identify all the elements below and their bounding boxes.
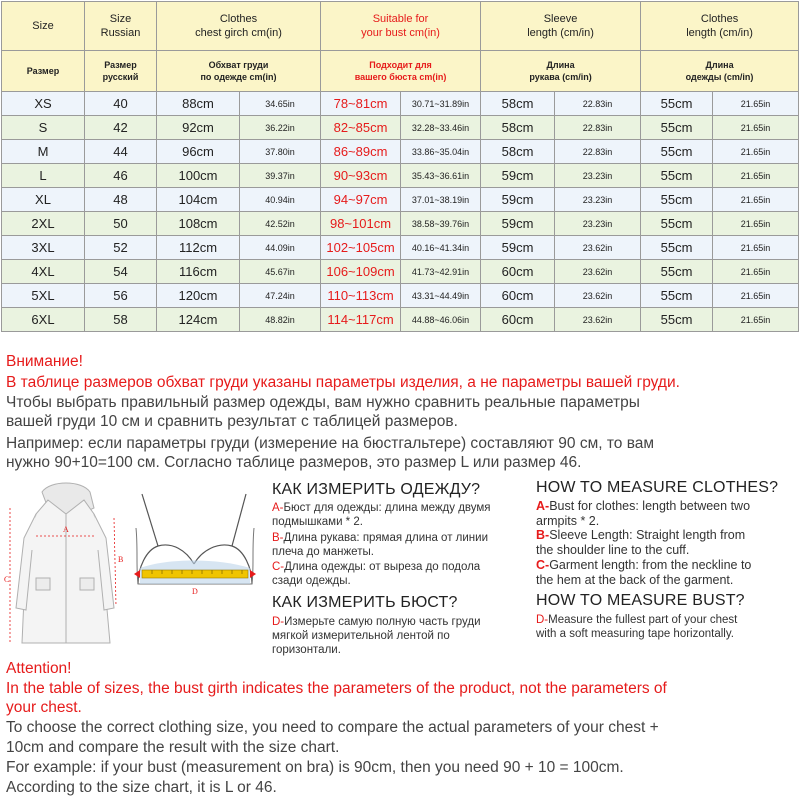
chest-cm-cell: 96cm xyxy=(157,140,240,164)
sleeve-cm-cell: 59cm xyxy=(481,188,555,212)
ru-measure-c-key: C- xyxy=(272,561,285,573)
en-note-line-4: 10cm and compare the result with the size chart. xyxy=(6,739,340,756)
table-row xyxy=(2,140,799,164)
en-measure-c-text: Garment length: from the neckline to the hem at the back of the garment. xyxy=(536,558,752,587)
table-row xyxy=(2,236,799,260)
header-size-russian: Size Russian xyxy=(85,2,157,51)
bust-cm-cell: 114~117cm xyxy=(321,308,401,332)
en-note-line-3: To choose the correct clothing size, you need to compare the actual parameters of your chest + xyxy=(6,719,659,736)
en-measure-a xyxy=(536,499,798,529)
bust-cm-cell: 78~81cm xyxy=(321,92,401,116)
chest-in-cell: 34.65in xyxy=(240,92,321,116)
header-length-ru: Длина одежды (cm/in) xyxy=(641,51,799,92)
size-cell: 3XL xyxy=(2,236,85,260)
header-chest-ru: Обхват груди по одежде cm(in) xyxy=(157,51,321,92)
size-cell: XL xyxy=(2,188,85,212)
sleeve-cm-cell: 58cm xyxy=(481,92,555,116)
en-note-line-1: In the table of sizes, the bust girth indicates the parameters of the product, not the parameters of xyxy=(6,680,667,697)
ru-measure-c xyxy=(272,560,530,588)
ru-measure-b xyxy=(272,531,530,559)
bust-in-cell: 30.71~31.89in xyxy=(401,92,481,116)
sleeve-cm-cell: 59cm xyxy=(481,212,555,236)
length-cm-cell: 55cm xyxy=(641,212,713,236)
bust-cm-cell: 110~113cm xyxy=(321,284,401,308)
en-measure-d xyxy=(536,613,798,641)
ru-note-line-5: нужно 90+10=100 см. Согласно таблице размеров, это размер L или размер 46. xyxy=(6,454,582,471)
size-cell: S xyxy=(2,116,85,140)
length-in-cell: 21.65in xyxy=(713,92,799,116)
length-cm-cell: 55cm xyxy=(641,284,713,308)
russian-size-cell: 58 xyxy=(85,308,157,332)
russian-size-cell: 54 xyxy=(85,260,157,284)
length-in-cell: 21.65in xyxy=(713,260,799,284)
header-length: Clothes length (cm/in) xyxy=(641,2,799,51)
en-measure-d-key: D- xyxy=(536,614,549,626)
en-attention-title: Attention! xyxy=(6,660,72,677)
bust-cm-cell: 106~109cm xyxy=(321,260,401,284)
bust-in-cell: 41.73~42.91in xyxy=(401,260,481,284)
russian-size-cell: 42 xyxy=(85,116,157,140)
length-cm-cell: 55cm xyxy=(641,164,713,188)
bust-diagram xyxy=(128,488,266,598)
chest-cm-cell: 108cm xyxy=(157,212,240,236)
size-cell: 2XL xyxy=(2,212,85,236)
en-note-line-2: your chest. xyxy=(6,699,82,716)
en-measure-b-text: Sleeve Length: Straight length from the shoulder line to the cuff. xyxy=(536,528,746,557)
ru-measure-d xyxy=(272,615,530,657)
length-cm-cell: 55cm xyxy=(641,236,713,260)
chest-in-cell: 42.52in xyxy=(240,212,321,236)
bust-cm-cell: 90~93cm xyxy=(321,164,401,188)
sleeve-in-cell: 23.23in xyxy=(555,164,641,188)
header-sleeve-ru: Длина рукава (cm/in) xyxy=(481,51,641,92)
size-table xyxy=(1,1,799,332)
sleeve-cm-cell: 58cm xyxy=(481,140,555,164)
sleeve-in-cell: 23.62in xyxy=(555,260,641,284)
chest-cm-cell: 120cm xyxy=(157,284,240,308)
bust-cm-cell: 102~105cm xyxy=(321,236,401,260)
bust-cm-cell: 98~101cm xyxy=(321,212,401,236)
size-cell: XS xyxy=(2,92,85,116)
russian-size-cell: 44 xyxy=(85,140,157,164)
coat-label-b: B xyxy=(118,555,124,564)
ru-measure-d-text: Измерьте самую полную часть груди мягкой измерительной лентой по горизонтали. xyxy=(272,616,481,656)
table-row xyxy=(2,116,799,140)
en-measure-c-key: C- xyxy=(536,558,550,572)
sleeve-cm-cell: 59cm xyxy=(481,164,555,188)
bust-in-cell: 33.86~35.04in xyxy=(401,140,481,164)
length-cm-cell: 55cm xyxy=(641,260,713,284)
russian-size-cell: 52 xyxy=(85,236,157,260)
length-cm-cell: 55cm xyxy=(641,188,713,212)
en-measure-b xyxy=(536,528,798,558)
ru-measure-a xyxy=(272,501,530,529)
bust-in-cell: 35.43~36.61in xyxy=(401,164,481,188)
en-measure-a-key: A- xyxy=(536,499,550,513)
chest-cm-cell: 92cm xyxy=(157,116,240,140)
ru-measure-d-key: D- xyxy=(272,616,285,628)
chest-cm-cell: 88cm xyxy=(157,92,240,116)
sleeve-cm-cell: 60cm xyxy=(481,308,555,332)
table-row xyxy=(2,164,799,188)
table-row xyxy=(2,284,799,308)
en-note-line-6: According to the size chart, it is L or 46. xyxy=(6,779,277,796)
header-row-english xyxy=(2,2,799,51)
chest-cm-cell: 100cm xyxy=(157,164,240,188)
russian-size-cell: 46 xyxy=(85,164,157,188)
sleeve-in-cell: 22.83in xyxy=(555,92,641,116)
header-bust-ru: Подходит для вашего бюста cm(in) xyxy=(321,51,481,92)
length-cm-cell: 55cm xyxy=(641,92,713,116)
sleeve-in-cell: 22.83in xyxy=(555,140,641,164)
chest-in-cell: 47.24in xyxy=(240,284,321,308)
header-bust: Suitable for your bust cm(in) xyxy=(321,2,481,51)
ru-attention-title: Внимание! xyxy=(6,353,83,370)
header-size: Size xyxy=(2,2,85,51)
length-cm-cell: 55cm xyxy=(641,308,713,332)
coat-label-a: A xyxy=(63,525,69,534)
ru-measure-b-text: Длина рукава: прямая длина от линии плеча до манжеты. xyxy=(272,532,488,558)
header-size-russian-ru: Размер русский xyxy=(85,51,157,92)
russian-size-cell: 56 xyxy=(85,284,157,308)
length-cm-cell: 55cm xyxy=(641,140,713,164)
ru-measure-bust-title: КАК ИЗМЕРИТЬ БЮСТ? xyxy=(272,594,458,611)
size-cell: 6XL xyxy=(2,308,85,332)
table-row xyxy=(2,212,799,236)
coat-label-c: C xyxy=(4,575,10,584)
table-row xyxy=(2,92,799,116)
en-measure-clothes-title: HOW TO MEASURE CLOTHES? xyxy=(536,479,779,496)
chest-in-cell: 36.22in xyxy=(240,116,321,140)
size-cell: 4XL xyxy=(2,260,85,284)
chest-in-cell: 44.09in xyxy=(240,236,321,260)
length-in-cell: 21.65in xyxy=(713,140,799,164)
en-measure-b-key: B- xyxy=(536,528,550,542)
en-note-line-5: For example: if your bust (measurement on bra) is 90cm, then you need 90 + 10 = 100cm. xyxy=(6,759,624,776)
sleeve-cm-cell: 60cm xyxy=(481,260,555,284)
sleeve-in-cell: 23.23in xyxy=(555,212,641,236)
chest-cm-cell: 116cm xyxy=(157,260,240,284)
ru-measure-clothes-title: КАК ИЗМЕРИТЬ ОДЕЖДУ? xyxy=(272,481,481,498)
bust-in-cell: 44.88~46.06in xyxy=(401,308,481,332)
bust-in-cell: 37.01~38.19in xyxy=(401,188,481,212)
russian-size-cell: 50 xyxy=(85,212,157,236)
ru-note-line-2: Чтобы выбрать правильный размер одежды, вам нужно сравнить реальные параметры xyxy=(6,394,640,411)
russian-size-cell: 40 xyxy=(85,92,157,116)
length-in-cell: 21.65in xyxy=(713,236,799,260)
size-cell: L xyxy=(2,164,85,188)
sleeve-in-cell: 23.23in xyxy=(555,188,641,212)
en-measure-bust-title: HOW TO MEASURE BUST? xyxy=(536,592,745,609)
length-in-cell: 21.65in xyxy=(713,116,799,140)
table-row xyxy=(2,308,799,332)
length-in-cell: 21.65in xyxy=(713,164,799,188)
bust-in-cell: 38.58~39.76in xyxy=(401,212,481,236)
en-measure-d-text: Measure the fullest part of your chest with a soft measuring tape horizontally. xyxy=(536,614,738,640)
bust-cm-cell: 86~89cm xyxy=(321,140,401,164)
ru-note-line-3: вашей груди 10 см и сравнить результат с таблицей размеров. xyxy=(6,413,458,430)
sleeve-cm-cell: 60cm xyxy=(481,284,555,308)
ru-measure-a-text: Бюст для одежды: длина между двумя подмышками * 2. xyxy=(272,502,491,528)
chest-in-cell: 40.94in xyxy=(240,188,321,212)
length-in-cell: 21.65in xyxy=(713,188,799,212)
chest-cm-cell: 124cm xyxy=(157,308,240,332)
chest-in-cell: 39.37in xyxy=(240,164,321,188)
table-row xyxy=(2,260,799,284)
ru-note-line-4: Например: если параметры груди (измерение на бюстгальтере) составляют 90 см, то вам xyxy=(6,435,655,452)
sleeve-in-cell: 22.83in xyxy=(555,116,641,140)
ru-measure-b-key: B- xyxy=(272,532,284,544)
sleeve-in-cell: 23.62in xyxy=(555,284,641,308)
bust-in-cell: 32.28~33.46in xyxy=(401,116,481,140)
length-in-cell: 21.65in xyxy=(713,212,799,236)
table-row xyxy=(2,188,799,212)
chest-in-cell: 48.82in xyxy=(240,308,321,332)
sleeve-cm-cell: 59cm xyxy=(481,236,555,260)
header-chest: Clothes chest girch cm(in) xyxy=(157,2,321,51)
bust-cm-cell: 82~85cm xyxy=(321,116,401,140)
sleeve-cm-cell: 58cm xyxy=(481,116,555,140)
size-cell: M xyxy=(2,140,85,164)
header-row-russian xyxy=(2,51,799,92)
chest-cm-cell: 112cm xyxy=(157,236,240,260)
size-cell: 5XL xyxy=(2,284,85,308)
sleeve-in-cell: 23.62in xyxy=(555,308,641,332)
ru-measure-a-key: A- xyxy=(272,502,284,514)
russian-size-cell: 48 xyxy=(85,188,157,212)
bust-in-cell: 43.31~44.49in xyxy=(401,284,481,308)
sleeve-in-cell: 23.62in xyxy=(555,236,641,260)
en-measure-c xyxy=(536,558,798,588)
header-size-ru: Размер xyxy=(2,51,85,92)
bust-label-d: D xyxy=(192,587,198,596)
en-measure-a-text: Bust for clothes: length between two armpits * 2. xyxy=(536,499,751,528)
coat-diagram xyxy=(2,478,130,648)
bust-in-cell: 40.16~41.34in xyxy=(401,236,481,260)
ru-measure-c-text: Длина одежды: от выреза до подола сзади одежды. xyxy=(272,561,481,587)
header-sleeve: Sleeve length (cm/in) xyxy=(481,2,641,51)
bust-cm-cell: 94~97cm xyxy=(321,188,401,212)
length-in-cell: 21.65in xyxy=(713,308,799,332)
chest-in-cell: 45.67in xyxy=(240,260,321,284)
length-in-cell: 21.65in xyxy=(713,284,799,308)
chest-cm-cell: 104cm xyxy=(157,188,240,212)
chest-in-cell: 37.80in xyxy=(240,140,321,164)
length-cm-cell: 55cm xyxy=(641,116,713,140)
ru-note-line-1: В таблице размеров обхват груди указаны параметры изделия, а не параметры вашей груди. xyxy=(6,374,680,391)
